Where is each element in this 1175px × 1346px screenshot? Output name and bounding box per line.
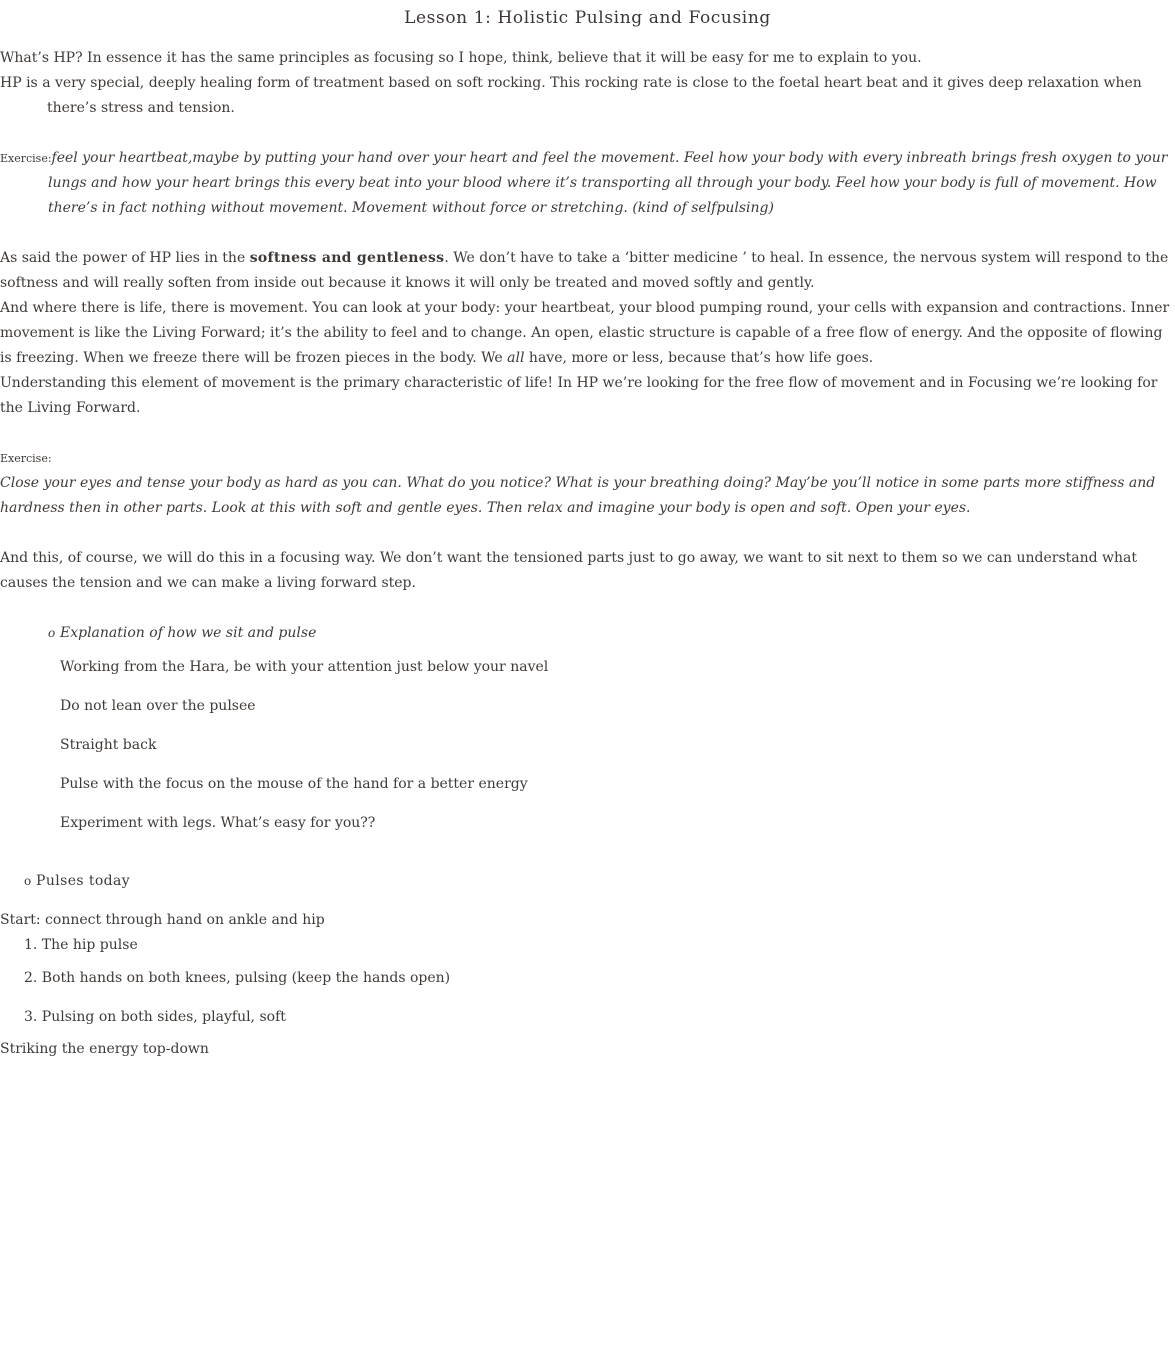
list-item: Pulse with the focus on the mouse of the hand for a better energy xyxy=(60,776,528,792)
understanding-paragraph: Understanding this element of movement is the primary characteristic of life! In HP we’re looking for the free flow of movement and in Focusing we’re looking for the Living Forward. xyxy=(0,375,1158,416)
pulses-list xyxy=(0,933,1175,1037)
pulses-start: Start: connect through hand on ankle and hip xyxy=(0,912,325,928)
lesson-title: Lesson 1: Holistic Pulsing and Focusing xyxy=(404,8,771,28)
pulses-end: Striking the energy top-down xyxy=(0,1041,209,1057)
list-item: 3. Pulsing on both sides, playful, soft xyxy=(24,1009,286,1025)
movement-text-after: have, more or less, because that’s how life goes. xyxy=(524,350,874,366)
exercise-1-text: feel your heartbeat,maybe by putting your hand over your heart and feel the movement. Feel how your body with every inbreath brings fresh oxygen to your lungs and how your heart brings this every beat into your blood where it’s transporting all through your body. Feel how your body is full of movement. How there’s in fact nothing without movement. Movement without force or stretching. (kind of selfpulsing) xyxy=(48,150,1168,216)
spacer xyxy=(0,421,1175,446)
intro-paragraph-2: HP is a very special, deeply healing form of treatment based on soft rocking. This rocking rate is close to the foetal heart beat and it gives deep relaxation when there’s stress and tension. xyxy=(0,75,1142,116)
explanation-heading: o Explanation of how we sit and pulse xyxy=(0,596,1175,648)
list-item: Straight back xyxy=(60,737,157,753)
list-item: 1. The hip pulse xyxy=(24,937,138,953)
exercise-1 xyxy=(0,146,1175,221)
exercise-2-label: Exercise: xyxy=(0,452,52,465)
intro-paragraph-1: What’s HP? In essence it has the same principles as focusing so I hope, think, believe that it will be easy for me to explain to you. xyxy=(0,50,922,66)
pulses-heading: o Pulses today xyxy=(0,843,1175,908)
list-item: 2. Both hands on both knees, pulsing (keep the hands open) xyxy=(24,970,451,986)
softness-text-after: . We don’t have to take a ‘bitter medicine ’ to heal. In essence, the nervous system will respond to the softness and will really soften from inside out because it knows it will only be treated and moved softly and gently. xyxy=(0,250,1169,291)
pulses-bullet: o xyxy=(24,874,32,888)
exercise-2-text: Close your eyes and tense your body as hard as you can. What do you notice? What is your breathing doing? May’be you’ll notice in some parts more stiffness and hardness then in other parts. Look at this with soft and gentle eyes. Then relax and imagine your body is open and soft. Open your eyes. xyxy=(0,475,1156,516)
list-item: Experiment with legs. What’s easy for you?? xyxy=(60,815,376,831)
softness-emphasis: softness and gentleness xyxy=(249,250,445,266)
list-item: Do not lean over the pulsee xyxy=(60,698,256,714)
list-item: Working from the Hara, be with your attention just below your navel xyxy=(60,659,549,675)
explanation-bullet: o xyxy=(48,626,56,640)
movement-text-before: And where there is life, there is movement. You can look at your body: your heartbeat, your blood pumping round, your cells with expansion and contractions. Inner movement is like the Living Forward; it’s the ability to feel and to change. An open, elastic structure is capable of a free flow of energy. And the opposite of flowing is freezing. When we freeze there will be frozen pieces in the body. We xyxy=(0,300,1170,366)
softness-text-before: As said the power of HP lies in the xyxy=(0,250,250,266)
closing-paragraph: And this, of course, we will do this in a focusing way. We don’t want the tensioned parts just to go away, we want to sit next to them so we can understand what causes the tension and we can make a living forward step. xyxy=(0,550,1138,591)
movement-paragraph xyxy=(0,296,1175,371)
explanation-list xyxy=(0,596,1175,843)
spacer xyxy=(0,221,1175,246)
spacer xyxy=(0,121,1175,146)
spacer xyxy=(0,521,1175,546)
exercise-1-label: Exercise: xyxy=(0,152,52,165)
softness-paragraph xyxy=(0,246,1175,296)
movement-emphasis: all xyxy=(507,350,525,366)
